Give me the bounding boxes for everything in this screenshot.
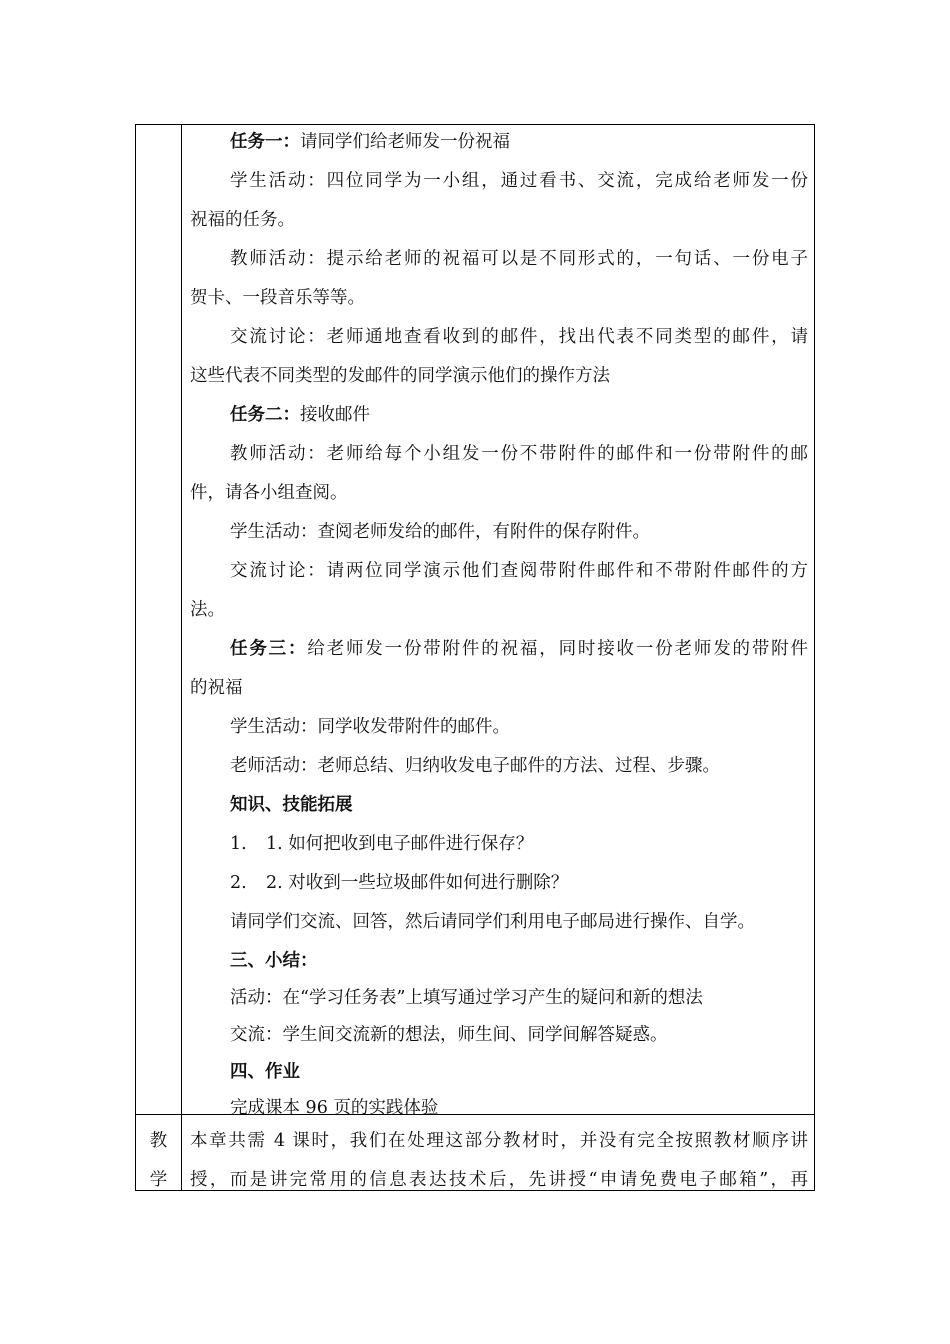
task3-line: 任务三：给老师发一份带附件的祝福，同时接收一份老师发的带附件 <box>230 639 809 659</box>
reflection-line-1: 本章共需 4 课时，我们在处理这部分教材时，并没有完全按照教材顺序讲 <box>190 1131 808 1151</box>
teacher-activity-1-cont: 贺卡、一段音乐等等。 <box>190 288 365 308</box>
column-divider <box>181 125 182 1190</box>
task1-line: 任务一：请同学们给老师发一份祝福 <box>230 132 510 152</box>
extension-note: 请同学们交流、回答，然后请同学们利用电子邮局进行操作、自学。 <box>230 912 755 932</box>
teacher-activity-1: 教师活动：提示给老师的祝福可以是不同形式的，一句话、一份电子 <box>230 249 808 269</box>
discussion-2: 交流讨论：请两位同学演示他们查阅带附件邮件和不带附件邮件的方 <box>230 561 808 581</box>
summary-activity: 活动：在“学习任务表”上填写通过学习产生的疑问和新的想法 <box>230 988 703 1008</box>
student-activity-2: 学生活动：查阅老师发给的邮件，有附件的保存附件。 <box>230 522 650 542</box>
lesson-table <box>135 124 815 1191</box>
teacher-activity-2: 教师活动：老师给每个小组发一份不带附件的邮件和一份带附件的邮 <box>230 444 808 464</box>
student-activity-3: 学生活动：同学收发带附件的邮件。 <box>230 717 510 737</box>
task2-line: 任务二：接收邮件 <box>230 405 370 425</box>
homework-text: 完成课本 96 页的实践体验 <box>230 1098 439 1118</box>
extension-heading: 知识、技能拓展 <box>230 795 353 815</box>
side-label-char-2: 学 <box>149 1170 168 1190</box>
student-activity-1-cont: 祝福的任务。 <box>190 210 295 230</box>
discussion-1: 交流讨论：老师通地查看收到的邮件，找出代表不同类型的邮件，请 <box>230 327 808 347</box>
teacher-activity-2-cont: 件，请各小组查阅。 <box>190 483 348 503</box>
reflection-line-2: 授，而是讲完常用的信息表达技术后，先讲授“申请免费电子邮箱”，再 <box>190 1170 808 1190</box>
student-activity-1: 学生活动：四位同学为一小组，通过看书、交流，完成给老师发一份 <box>230 171 808 191</box>
side-label-char-1: 教 <box>149 1131 168 1151</box>
extension-item-1: 1. 1. 如何把收到电子邮件进行保存？ <box>230 834 534 854</box>
summary-heading: 三、小结： <box>230 951 318 971</box>
discussion-1-cont: 这些代表不同类型的发邮件的同学演示他们的操作方法 <box>190 366 610 386</box>
summary-exchange: 交流：学生间交流新的想法，师生间、同学间解答疑惑。 <box>230 1025 668 1045</box>
discussion-2-cont: 法。 <box>190 600 225 620</box>
teacher-activity-3: 老师活动：老师总结、归纳收发电子邮件的方法、过程、步骤。 <box>230 756 720 776</box>
homework-heading: 四、作业 <box>230 1062 300 1082</box>
task3-line-cont: 的祝福 <box>190 678 243 698</box>
extension-item-2: 2. 2. 对收到一些垃圾邮件如何进行删除？ <box>230 873 569 893</box>
